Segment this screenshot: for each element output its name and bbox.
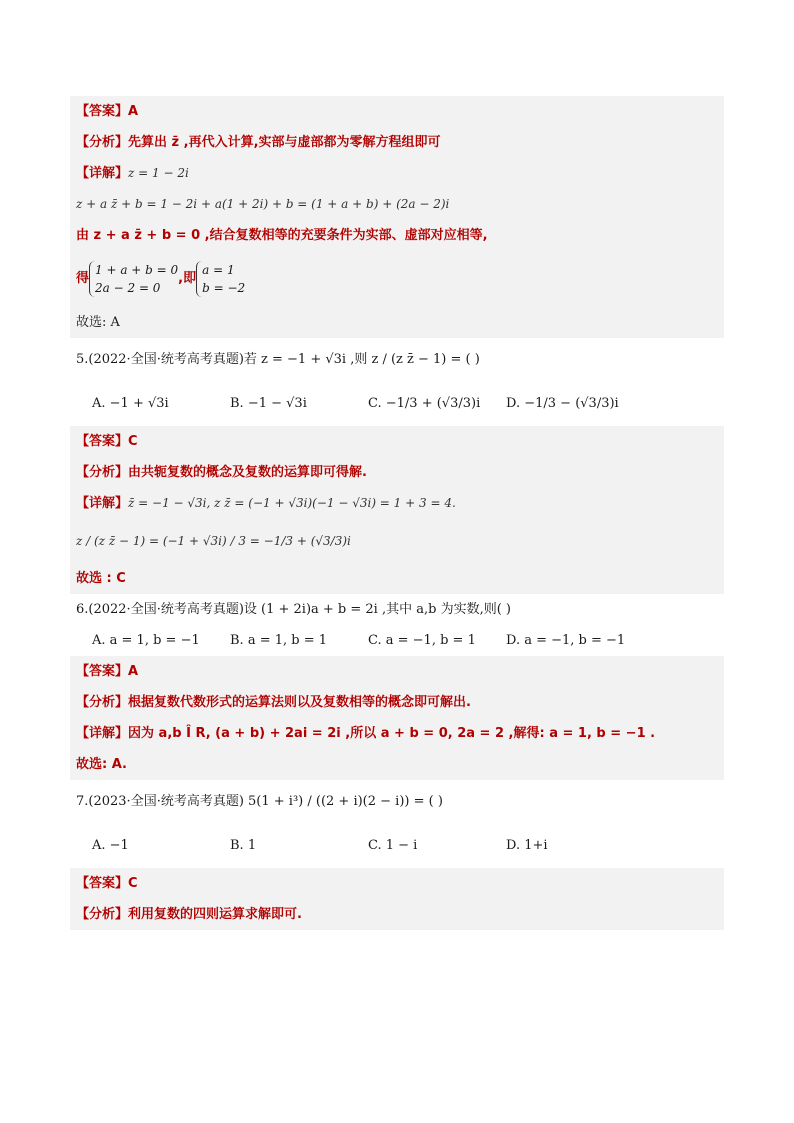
detail-label: 【详解】 (76, 166, 129, 181)
answer-label: 【答案】 (76, 434, 129, 449)
analysis-label: 【分析】 (76, 695, 129, 710)
q7-question (70, 780, 724, 868)
q6-stem: 6.(2022·全国·统考高考真题)设 (1 + 2i)a + b = 2i ,其中 a,b 为实数,则( ) (76, 602, 511, 617)
q4-system-2 (196, 261, 245, 297)
q4-detail-2-row (76, 189, 718, 220)
q6-option-b: B. a = 1, b = 1 (230, 633, 328, 648)
q5-question (70, 338, 724, 426)
q5-options (76, 382, 718, 426)
q6-detail: 因为 a,b Î R, (a + b) + 2ai = 2i ,所以 a + b = 0, 2a = 2 ,解得: a = 1, b = −1 . (128, 726, 656, 741)
q4-analysis: 先算出 z̄ ,再代入计算,实部与虚部都为零解方程组即可 (128, 135, 441, 150)
q4-system-row (76, 251, 718, 307)
answer-label: 【答案】 (76, 104, 129, 119)
q4-solution (70, 96, 724, 338)
q5-answer-row (76, 426, 718, 457)
q5-detail-row (76, 488, 718, 519)
q4-detail-2: z + a z̄ + b = 1 − 2i + a(1 + 2i) + b = (1 + a + b) + (2a − 2)i (76, 197, 450, 211)
q5-option-c: C. −1/3 + (√3/3)i (368, 396, 481, 411)
q6-question (70, 594, 724, 656)
q5-option-d: D. −1/3 − (√3/3)i (506, 396, 619, 411)
q4-sys-mid: ,即 (178, 271, 197, 286)
q6-choice-row (76, 749, 718, 780)
q5-analysis-row (76, 457, 718, 488)
q7-options (76, 824, 718, 868)
detail-label: 【详解】 (76, 726, 129, 741)
q6-detail-row (76, 718, 718, 749)
q4-sys-1b: 2a − 2 = 0 (95, 280, 161, 295)
q7-analysis: 利用复数的四则运算求解即可. (128, 907, 302, 922)
q4-detail-3-row (76, 220, 718, 251)
q7-answer-row (76, 868, 718, 899)
q5-detail-2-row (76, 519, 718, 563)
detail-label: 【详解】 (76, 496, 129, 511)
analysis-label: 【分析】 (76, 135, 129, 150)
q4-system-1 (89, 261, 178, 297)
q4-sys-2a: a = 1 (202, 262, 235, 277)
q5-choice-row (76, 563, 718, 594)
q4-answer: A (128, 104, 139, 119)
q4-detail-1: z = 1 − 2i (128, 166, 189, 180)
analysis-label: 【分析】 (76, 907, 129, 922)
q5-option-a: A. −1 + √3i (92, 396, 169, 411)
q4-sys-2b: b = −2 (202, 280, 246, 295)
q6-options (76, 625, 718, 656)
q7-solution (70, 868, 724, 930)
q6-solution (70, 656, 724, 780)
q6-answer: A (128, 664, 139, 679)
q5-detail-1: z̄ = −1 − √3i, z z̄ = (−1 + √3i)(−1 − √3i) = 1 + 3 = 4. (128, 496, 456, 510)
q4-sys-1a: 1 + a + b = 0 (95, 262, 179, 277)
q6-analysis: 根据复数代数形式的运算法则以及复数相等的概念即可解出. (128, 695, 471, 710)
q5-answer: C (128, 434, 138, 449)
q5-stem: 5.(2022·全国·统考高考真题)若 z = −1 + √3i ,则 z / (z z̄ − 1) = ( ) (76, 352, 480, 367)
document-page (70, 96, 724, 930)
q7-option-a: A. −1 (92, 838, 129, 853)
q5-solution (70, 426, 724, 594)
q7-answer: C (128, 876, 138, 891)
q5-analysis: 由共轭复数的概念及复数的运算即可得解. (128, 465, 367, 480)
q4-sys-prefix: 得 (76, 271, 90, 286)
q4-detail-3: 由 z + a z̄ + b = 0 ,结合复数相等的充要条件为实部、虚部对应相等, (76, 228, 488, 243)
q6-choice: 故选: A. (76, 757, 127, 772)
answer-label: 【答案】 (76, 664, 129, 679)
q5-choice: 故选 : C (76, 571, 126, 586)
q6-stem-row (76, 594, 718, 625)
q5-option-b: B. −1 − √3i (230, 396, 307, 411)
q7-option-c: C. 1 − i (368, 838, 418, 853)
q7-analysis-row (76, 899, 718, 930)
answer-label: 【答案】 (76, 876, 129, 891)
q7-option-b: B. 1 (230, 838, 257, 853)
q5-stem-row (76, 338, 718, 382)
analysis-label: 【分析】 (76, 465, 129, 480)
q6-analysis-row (76, 687, 718, 718)
q6-option-d: D. a = −1, b = −1 (506, 633, 626, 648)
q7-option-d: D. 1+i (506, 838, 548, 853)
q6-option-c: C. a = −1, b = 1 (368, 633, 476, 648)
q4-answer-row (76, 96, 718, 127)
q5-detail-2: z / (z z̄ − 1) = (−1 + √3i) / 3 = −1/3 + (√3/3)i (76, 534, 351, 548)
q6-answer-row (76, 656, 718, 687)
q4-choice: 故选: A (76, 315, 120, 330)
q4-detail-row (76, 158, 718, 189)
q4-choice-row (76, 307, 718, 338)
q7-stem: 7.(2023·全国·统考高考真题) 5(1 + i³) / ((2 + i)(2 − i)) = ( ) (76, 794, 443, 809)
q4-analysis-row (76, 127, 718, 158)
q6-option-a: A. a = 1, b = −1 (92, 633, 200, 648)
q7-stem-row (76, 780, 718, 824)
